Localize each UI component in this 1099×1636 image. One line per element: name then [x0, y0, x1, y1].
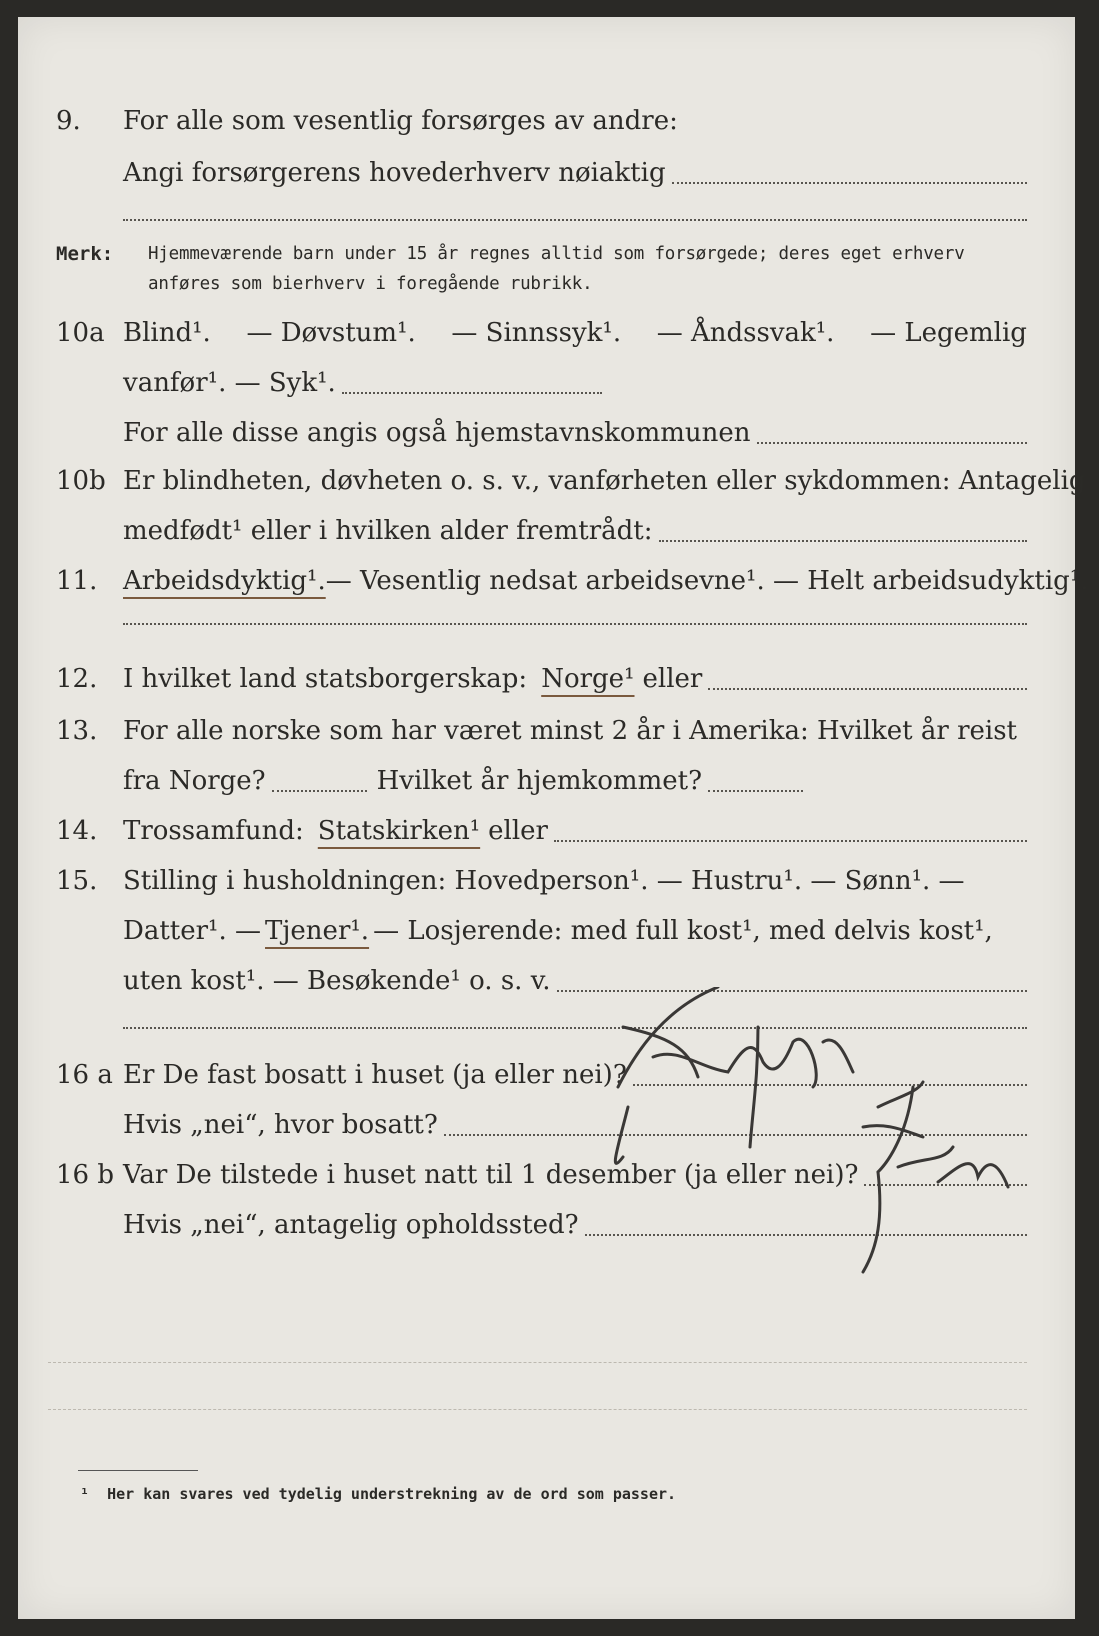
question-number: 12.	[56, 664, 98, 694]
question-16b-line-2: Hvis „nei“, antagelig opholdssted?	[18, 1201, 1075, 1249]
question-number: 11.	[56, 566, 98, 596]
question-10b-line-2: medfødt¹ eller i hvilken alder fremtrådt:	[18, 507, 1075, 555]
handwritten-answers	[578, 987, 1018, 1297]
divider	[48, 1409, 1027, 1410]
question-number: 16 a	[56, 1060, 113, 1090]
handwriting-stroke	[898, 1147, 953, 1167]
handwriting-stroke	[878, 1082, 923, 1107]
question-number: 13.	[56, 716, 98, 746]
handwriting-stroke	[863, 1172, 880, 1272]
question-number: 16 b	[56, 1160, 114, 1190]
form-page	[18, 17, 1089, 1619]
underlined-answer: Tjener¹.	[265, 916, 370, 946]
handwriting-stroke	[823, 1040, 853, 1072]
handwriting-stroke	[863, 1126, 923, 1137]
question-16a: 16 a Er De fast bosatt i huset (ja eller nei)?	[18, 1051, 1075, 1099]
question-14: 14. Trossamfund: Statskirken¹ eller	[18, 807, 1075, 855]
handwriting-stroke	[615, 1107, 628, 1163]
question-9-line-2	[18, 149, 1075, 197]
question-11: 11. Arbeidsdyktig¹. — Vesentlig nedsat arbeidsevne¹. — Helt arbeidsudyktig¹.	[18, 557, 1075, 605]
question-15-line-2: Datter¹. — Tjener¹. — Losjerende: med full kost¹, med delvis kost¹,	[18, 907, 1075, 955]
answer-field[interactable]	[123, 219, 1027, 221]
question-10b: 10b Er blindheten, døvheten o. s. v., vanførheten eller sykdommen: Antagelig	[18, 457, 1075, 505]
question-number: 15.	[56, 866, 98, 896]
answer-field[interactable]	[342, 392, 602, 394]
handwriting-stroke	[938, 1164, 1008, 1187]
footnote-divider	[78, 1470, 198, 1471]
question-9	[18, 97, 1075, 145]
question-number: 10a	[56, 318, 105, 348]
answer-field[interactable]	[123, 623, 1027, 625]
divider	[48, 1362, 1027, 1363]
question-number: 9.	[56, 106, 81, 136]
question-16b: 16 b Var De tilstede i huset natt til 1 desember (ja eller nei)?	[18, 1151, 1075, 1199]
handwriting-stroke	[750, 1027, 758, 1147]
question-10a-line-3: For alle disse angis også hjemstavnskommunen	[18, 409, 1075, 457]
note-label: Merk:	[56, 243, 114, 265]
underlined-answer: Norge¹	[541, 664, 635, 694]
handwriting-stroke	[618, 987, 718, 1087]
answer-field[interactable]	[272, 790, 367, 792]
question-15: 15. Stilling i husholdningen: Hovedperson¹. — Hustru¹. — Sønn¹. —	[18, 857, 1075, 905]
underlined-answer: Arbeidsdyktig¹.	[123, 566, 326, 596]
question-16a-line-2: Hvis „nei“, hvor bosatt?	[18, 1101, 1075, 1149]
answer-field[interactable]	[708, 688, 1027, 690]
question-10a-line-2: vanfør¹. — Syk¹.	[18, 359, 1075, 407]
question-number: 14.	[56, 816, 98, 846]
note-text: Hjemmeværende barn under 15 år regnes alltid som forsørgede; deres eget erhverv anføres som bierhverv i foregående rubrikk.	[148, 244, 965, 294]
answer-field[interactable]	[757, 442, 1027, 444]
footnote: ¹ Her kan svares ved tydelig understrekning av de ord som passer.	[80, 1485, 677, 1503]
question-13-line-2: fra Norge? Hvilket år hjemkommet?	[18, 757, 1075, 805]
question-number: 10b	[56, 466, 106, 496]
question-10a: 10a Blind¹. — Døvstum¹. — Sinnssyk¹. — Åndssvak¹. — Legemlig	[18, 309, 1075, 357]
underlined-answer: Statskirken¹	[317, 816, 481, 846]
question-12: 12. I hvilket land statsborgerskap: Norge¹ eller	[18, 655, 1075, 703]
answer-field[interactable]	[554, 840, 1027, 842]
answer-field[interactable]	[708, 790, 803, 792]
question-text: Angi forsørgerens hovederhverv nøiaktig	[123, 158, 666, 188]
answer-field[interactable]	[672, 182, 1027, 184]
question-13: 13. For alle norske som har været minst 2 år i Amerika: Hvilket år reist	[18, 707, 1075, 755]
answer-field[interactable]	[659, 540, 1028, 542]
handwriting-stroke	[623, 1027, 698, 1077]
question-15-line-3: uten kost¹. — Besøkende¹ o. s. v.	[18, 957, 1075, 1005]
question-text: For alle som vesentlig forsørges av andre:	[123, 106, 678, 136]
